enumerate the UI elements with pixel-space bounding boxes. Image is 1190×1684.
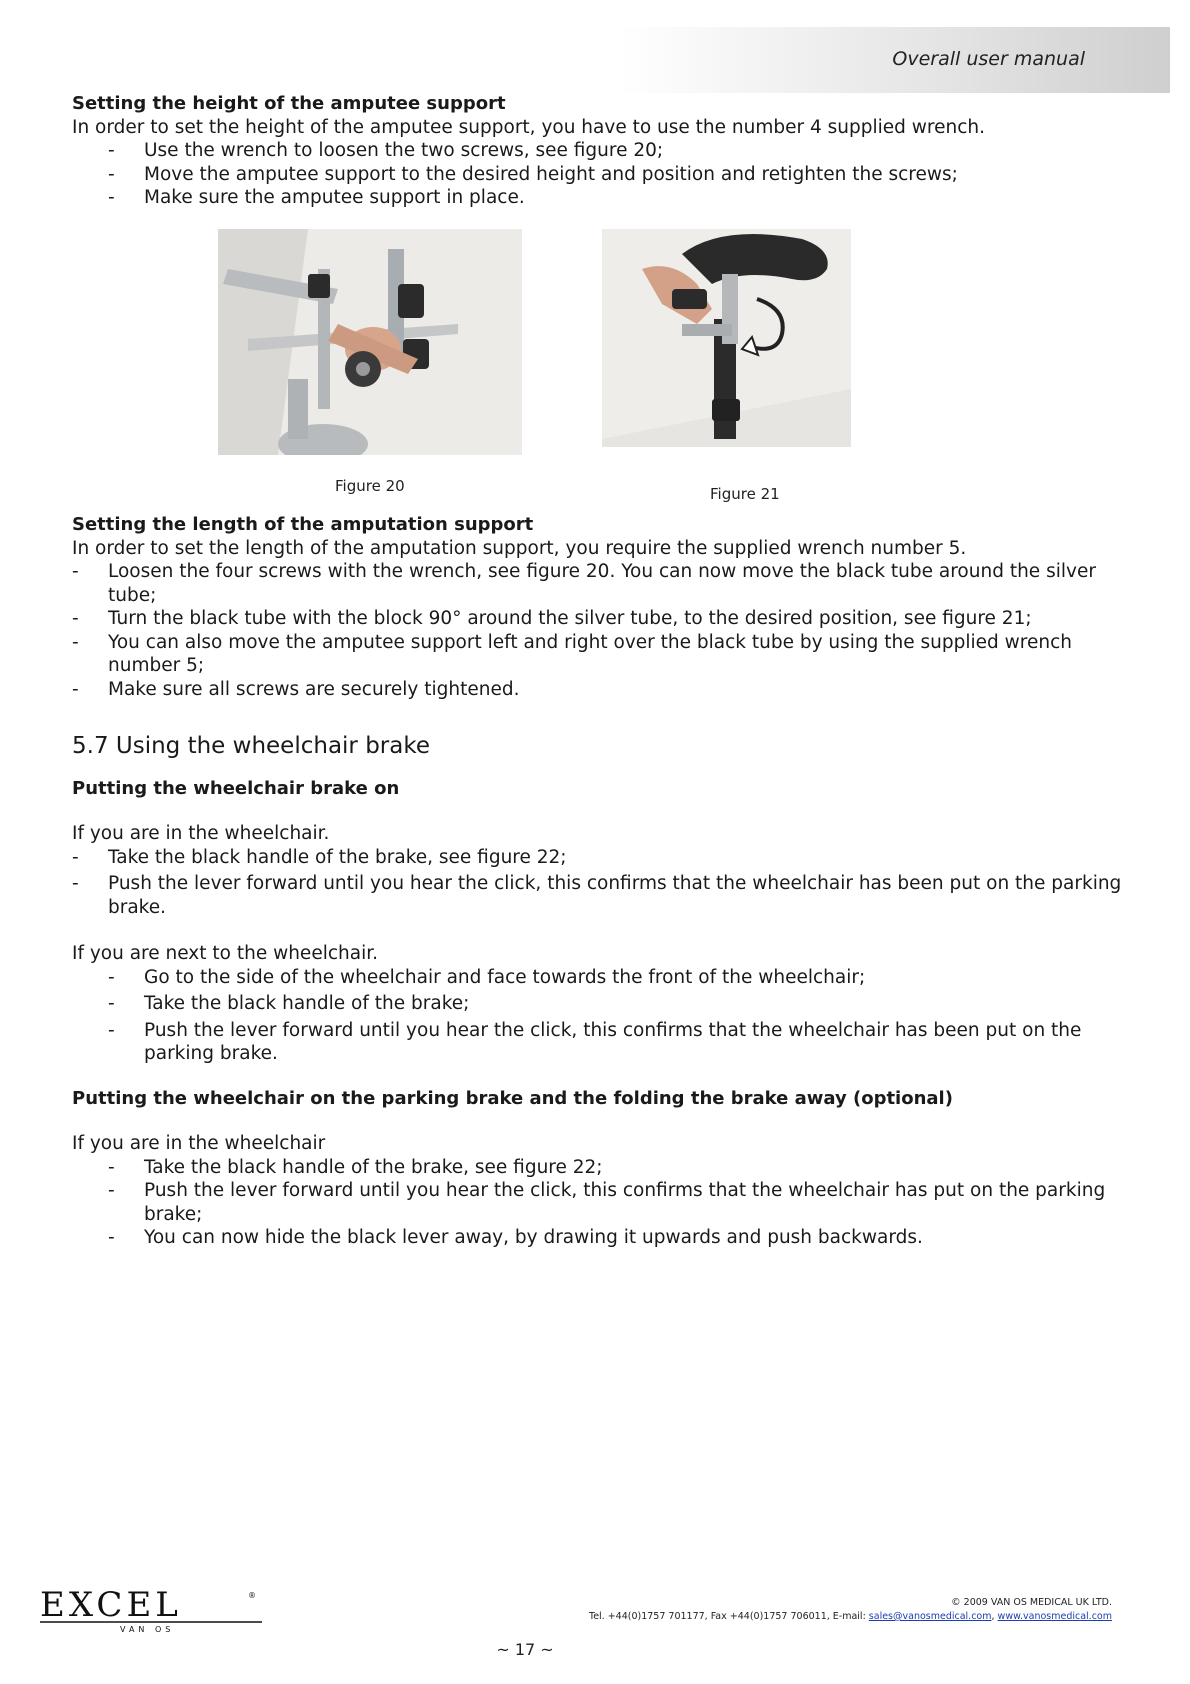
list-item: - Use the wrench to loosen the two screws, see figure 20;	[108, 140, 664, 161]
list-item: - Make sure all screws are securely tightened.	[72, 678, 520, 700]
height-heading: Setting the height of the amputee support	[72, 93, 506, 114]
list-item: - Take the black handle of the brake;	[108, 993, 470, 1014]
excel-logo	[40, 1586, 270, 1638]
list-item: - Move the amputee support to the desired height and position and retighten the screws;	[108, 163, 958, 185]
list-item: - You can also move the amputee support left and right over the black tube by using the supplied wrench number 5;	[72, 631, 1072, 676]
section-title-brake: 5.7 Using the wheelchair brake	[72, 733, 430, 759]
height-intro: In order to set the height of the amputee support, you have to use the number 4 supplied wrench.	[72, 116, 985, 138]
next-to-list	[72, 966, 1122, 1066]
contact-line: Tel. +44(0)1757 701177, Fax +44(0)1757 706011, E-mail: sales@vanosmedical.com, www.vanosmedical.com	[589, 1611, 1112, 1622]
logo-wordmark: EXCEL	[40, 1586, 182, 1625]
list-item: - Push the lever forward until you hear the click, this confirms that the wheelchair has been put on the parking brake.	[72, 873, 1122, 918]
in-chair-intro: If you are in the wheelchair.	[72, 823, 330, 844]
lower-content	[72, 513, 1122, 1250]
in-chair-list-2	[72, 1156, 1122, 1250]
upper-content	[72, 92, 1122, 210]
header-title: Overall user manual	[892, 48, 1085, 70]
figure-20-caption: Figure 20	[335, 477, 405, 495]
website-link[interactable]: www.vanosmedical.com	[997, 1611, 1112, 1622]
length-heading: Setting the length of the amputation support	[72, 514, 534, 535]
list-item: - Make sure the amputee support in place.	[108, 187, 525, 208]
list-item: - You can now hide the black lever away, by drawing it upwards and push backwards.	[108, 1227, 923, 1248]
copyright-text: © 2009 VAN OS MEDICAL UK LTD.	[951, 1597, 1112, 1608]
brake-subheading-1: Putting the wheelchair brake on	[72, 777, 400, 799]
height-list	[72, 139, 1122, 210]
next-to-intro: If you are next to the wheelchair.	[72, 943, 378, 964]
logo-registered-mark: ®	[248, 1591, 256, 1600]
list-item: - Loosen the four screws with the wrench, see figure 20. You can now move the black tube around the silver tube;	[72, 561, 1096, 606]
length-intro: In order to set the length of the amputation support, you require the supplied wrench number 5.	[72, 537, 967, 559]
list-item: - Push the lever forward until you hear the click, this confirms that the wheelchair has been put on the parking brake.	[108, 1019, 1082, 1064]
brake-subheading-2: Putting the wheelchair on the parking brake and the folding the brake away (optional)	[72, 1087, 953, 1109]
figure-21-photo	[602, 229, 851, 447]
email-link[interactable]: sales@vanosmedical.com	[868, 1611, 992, 1622]
length-list	[72, 560, 1122, 701]
page-number: ~ 17 ~	[496, 1640, 554, 1659]
list-item: - Take the black handle of the brake, see figure 22;	[72, 846, 567, 868]
figure-20-photo	[218, 229, 522, 455]
in-chair-intro-2: If you are in the wheelchair	[72, 1133, 326, 1154]
footer-contact	[589, 1596, 1112, 1624]
figure-21-caption: Figure 21	[710, 485, 780, 503]
list-item: - Go to the side of the wheelchair and face towards the front of the wheelchair;	[108, 966, 866, 988]
logo-subtext: VAN OS	[120, 1625, 175, 1634]
list-item: - Take the black handle of the brake, see figure 22;	[108, 1156, 603, 1178]
in-chair-list	[72, 846, 1122, 920]
list-item: - Push the lever forward until you hear the click, this confirms that the wheelchair has put on the parking brake;	[108, 1180, 1106, 1225]
list-item: - Turn the black tube with the block 90° around the silver tube, to the desired position, see figure 21;	[72, 608, 1032, 629]
